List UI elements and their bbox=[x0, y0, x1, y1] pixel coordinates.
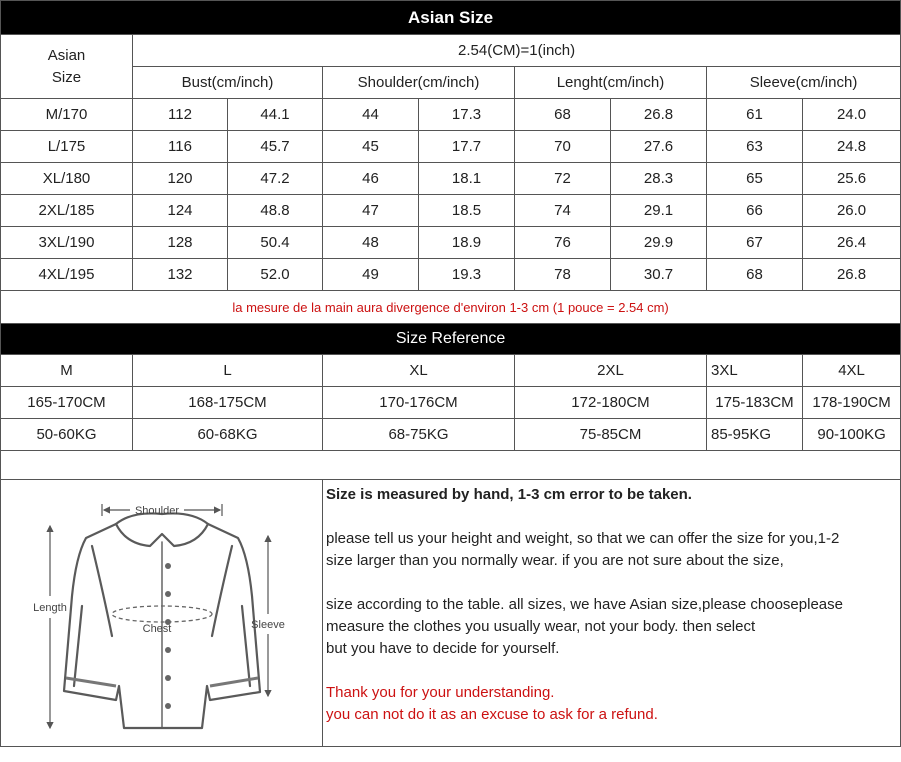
table-cell: 74 bbox=[515, 195, 611, 227]
table-cell: 67 bbox=[707, 227, 803, 259]
info-line: please tell us your height and weight, so that we can offer the size for you,1-2 bbox=[326, 530, 840, 547]
table-cell: 120 bbox=[133, 163, 228, 195]
info-line: size larger than you normally wear. if you are not sure about the size, bbox=[326, 552, 784, 569]
conversion-header: 2.54(CM)=1(inch) bbox=[133, 35, 901, 67]
ref-weight: 60-68KG bbox=[133, 419, 323, 451]
table-cell: 49 bbox=[323, 259, 419, 291]
table-cell: 24.0 bbox=[803, 99, 901, 131]
table-cell: 46 bbox=[323, 163, 419, 195]
table-cell: 128 bbox=[133, 227, 228, 259]
size-label: 2XL/185 bbox=[1, 195, 133, 227]
table-cell: 18.5 bbox=[419, 195, 515, 227]
table-cell: 48 bbox=[323, 227, 419, 259]
table-cell: 70 bbox=[515, 131, 611, 163]
ref-height: 175-183CM bbox=[707, 387, 803, 419]
table-cell: 44 bbox=[323, 99, 419, 131]
ref-weight: 90-100KG bbox=[803, 419, 901, 451]
table-cell: 24.8 bbox=[803, 131, 901, 163]
size-label: M/170 bbox=[1, 99, 133, 131]
table-row bbox=[1, 99, 901, 131]
table-cell: 44.1 bbox=[228, 99, 323, 131]
size-reference-title: Size Reference bbox=[1, 324, 901, 355]
page-title: Asian Size bbox=[1, 1, 901, 35]
measurement-note: la mesure de la main aura divergence d'environ 1-3 cm (1 pouce = 2.54 cm) bbox=[1, 291, 901, 324]
ref-size: 3XL bbox=[707, 355, 803, 387]
table-row bbox=[1, 195, 901, 227]
ref-weight: 85-95KG bbox=[707, 419, 803, 451]
table-cell: 18.1 bbox=[419, 163, 515, 195]
ref-size: M bbox=[1, 355, 133, 387]
table-cell: 63 bbox=[707, 131, 803, 163]
reference-sizes-row bbox=[1, 355, 901, 387]
chest-label: Chest bbox=[142, 623, 171, 635]
table-cell: 28.3 bbox=[611, 163, 707, 195]
table-cell: 29.1 bbox=[611, 195, 707, 227]
table-cell: 17.7 bbox=[419, 131, 515, 163]
table-cell: 26.0 bbox=[803, 195, 901, 227]
corner-label-line1: Asian bbox=[47, 46, 86, 64]
column-header-length: Lenght(cm/inch) bbox=[515, 67, 707, 99]
size-label: 3XL/190 bbox=[1, 227, 133, 259]
table-cell: 47.2 bbox=[228, 163, 323, 195]
table-cell: 66 bbox=[707, 195, 803, 227]
table-cell: 78 bbox=[515, 259, 611, 291]
size-label: 4XL/195 bbox=[1, 259, 133, 291]
ref-height: 170-176CM bbox=[323, 387, 515, 419]
info-line: measure the clothes you usually wear, not your body. then select bbox=[326, 618, 756, 635]
table-cell: 26.8 bbox=[611, 99, 707, 131]
table-cell: 48.8 bbox=[228, 195, 323, 227]
info-line: size according to the table. all sizes, we have Asian size,please chooseplease bbox=[326, 596, 843, 613]
ref-size: L bbox=[133, 355, 323, 387]
ref-weight: 68-75KG bbox=[323, 419, 515, 451]
reference-weights-row bbox=[1, 419, 901, 451]
info-line: but you have to decide for yourself. bbox=[326, 640, 560, 657]
shirt-measurement-diagram bbox=[12, 486, 312, 736]
column-header-shoulder: Shoulder(cm/inch) bbox=[323, 67, 515, 99]
ref-height: 178-190CM bbox=[803, 387, 901, 419]
table-cell: 132 bbox=[133, 259, 228, 291]
thanks-text: Thank you for your understanding. bbox=[326, 684, 555, 701]
table-cell: 19.3 bbox=[419, 259, 515, 291]
table-row bbox=[1, 259, 901, 291]
table-cell: 68 bbox=[515, 99, 611, 131]
ref-height: 172-180CM bbox=[515, 387, 707, 419]
info-panel bbox=[323, 480, 901, 747]
table-cell: 30.7 bbox=[611, 259, 707, 291]
ref-height: 168-175CM bbox=[133, 387, 323, 419]
length-label: Length bbox=[32, 602, 67, 614]
table-row bbox=[1, 131, 901, 163]
table-cell: 27.6 bbox=[611, 131, 707, 163]
corner-label-line2: Size bbox=[51, 68, 82, 86]
table-cell: 65 bbox=[707, 163, 803, 195]
size-label: L/175 bbox=[1, 131, 133, 163]
ref-size: 4XL bbox=[803, 355, 901, 387]
table-cell: 45 bbox=[323, 131, 419, 163]
size-label: XL/180 bbox=[1, 163, 133, 195]
table-cell: 45.7 bbox=[228, 131, 323, 163]
ref-weight: 50-60KG bbox=[1, 419, 133, 451]
sleeve-label: Sleeve bbox=[250, 619, 285, 631]
table-cell: 50.4 bbox=[228, 227, 323, 259]
ref-size: XL bbox=[323, 355, 515, 387]
column-header-sleeve: Sleeve(cm/inch) bbox=[707, 67, 901, 99]
table-cell: 112 bbox=[133, 99, 228, 131]
asian-size-corner-cell bbox=[1, 35, 133, 99]
table-cell: 116 bbox=[133, 131, 228, 163]
table-cell: 52.0 bbox=[228, 259, 323, 291]
refund-text: you can not do it as an excuse to ask for a refund. bbox=[326, 706, 658, 723]
shoulder-label: Shoulder bbox=[134, 505, 179, 517]
table-cell: 26.4 bbox=[803, 227, 901, 259]
table-cell: 72 bbox=[515, 163, 611, 195]
table-cell: 26.8 bbox=[803, 259, 901, 291]
column-header-bust: Bust(cm/inch) bbox=[133, 67, 323, 99]
table-cell: 68 bbox=[707, 259, 803, 291]
table-row bbox=[1, 227, 901, 259]
ref-size: 2XL bbox=[515, 355, 707, 387]
spacer-row bbox=[1, 451, 901, 480]
table-cell: 29.9 bbox=[611, 227, 707, 259]
ref-weight: 75-85CM bbox=[515, 419, 707, 451]
info-heading: Size is measured by hand, 1-3 cm error to be taken. bbox=[326, 486, 692, 503]
table-cell: 61 bbox=[707, 99, 803, 131]
table-cell: 47 bbox=[323, 195, 419, 227]
reference-heights-row bbox=[1, 387, 901, 419]
table-cell: 18.9 bbox=[419, 227, 515, 259]
table-cell: 25.6 bbox=[803, 163, 901, 195]
table-cell: 17.3 bbox=[419, 99, 515, 131]
shirt-diagram-cell bbox=[1, 480, 323, 747]
table-cell: 76 bbox=[515, 227, 611, 259]
table-row bbox=[1, 163, 901, 195]
ref-height: 165-170CM bbox=[1, 387, 133, 419]
table-cell: 124 bbox=[133, 195, 228, 227]
